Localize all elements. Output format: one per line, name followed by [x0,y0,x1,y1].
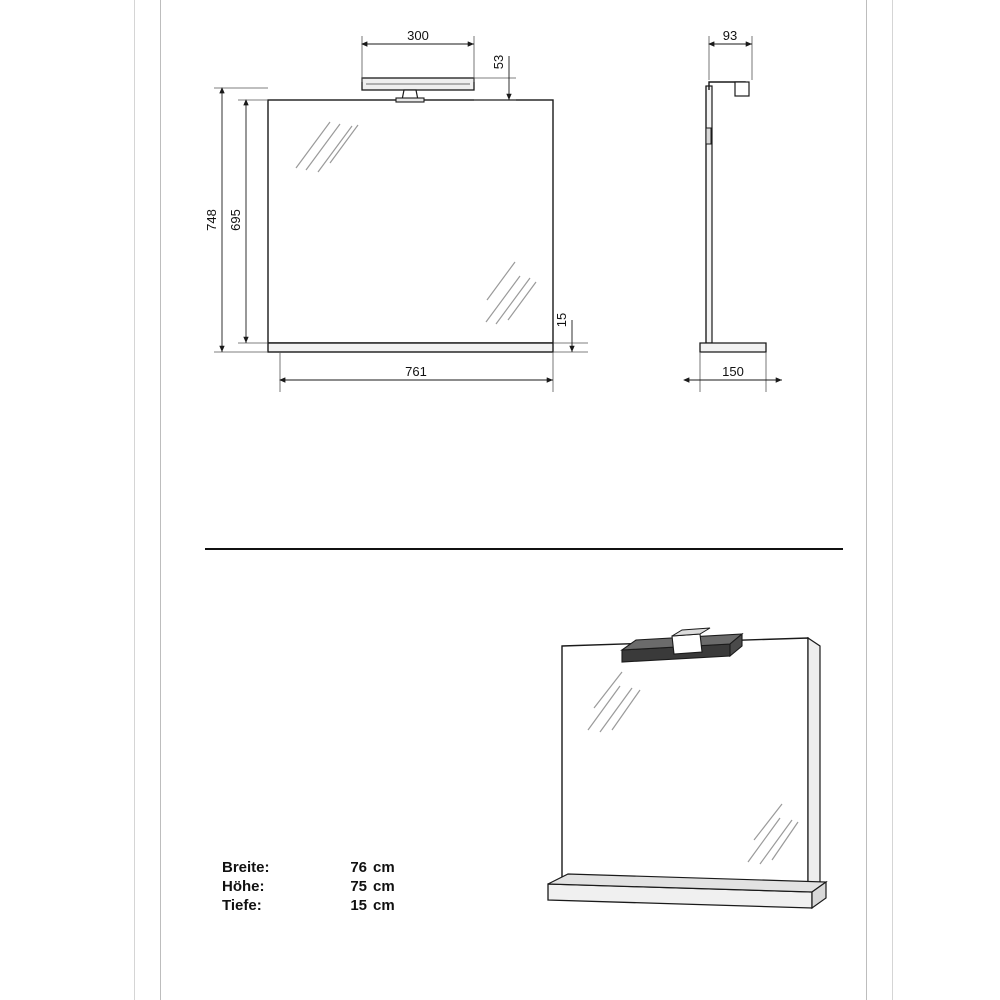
dimension-shelf-height-text: 15 [554,312,569,328]
spec-unit-height: cm [373,878,395,895]
mirror-panel-front [268,100,553,343]
spec-label-depth: Tiefe: [222,897,262,914]
wall-mount-bracket [706,128,711,144]
side-view [684,28,782,392]
mirror-edge-perspective [808,638,820,896]
lamp-mount-top-perspective [672,628,710,636]
front-view [204,28,588,392]
spec-unit-width: cm [373,859,395,876]
spec-row-height [222,877,395,896]
dimension-lamp-height-text: 53 [491,54,506,70]
spec-label-height: Höhe: [222,878,265,895]
spec-value-depth: 15 [350,897,367,914]
mirror-panel-perspective [562,638,808,890]
dimension-lamp-depth [709,28,752,80]
shelf-front [268,343,553,352]
spec-value-height: 75 [350,878,367,895]
dimension-lamp-height [474,55,516,100]
spec-row-depth [222,896,395,915]
lamp-head-side [735,82,749,96]
lamp-mount-perspective [672,634,702,654]
dimension-mirror-height [228,100,268,343]
spec-value-width: 76 [350,859,367,876]
dimension-lamp-width-text: 300 [407,28,429,43]
shelf-side [700,343,766,352]
dimension-total-height-text: 748 [204,209,219,231]
spec-label-width: Breite: [222,859,270,876]
dimension-shelf-height [553,313,588,352]
dimension-shelf-depth-text: 150 [722,364,744,379]
dimension-lamp-depth-text: 93 [722,28,738,43]
perspective-view [548,628,826,908]
lamp-bracket-foot [396,98,424,102]
dimension-lamp-width [362,28,474,82]
dimension-total-width-text: 761 [405,364,427,379]
specification-table [222,858,395,915]
dimension-total-width [280,352,553,392]
spec-row-width [222,858,395,877]
dimension-shelf-depth [684,352,782,392]
spec-unit-depth: cm [373,897,395,914]
mirror-edge-side [706,86,712,343]
dimension-mirror-height-text: 695 [228,209,243,231]
